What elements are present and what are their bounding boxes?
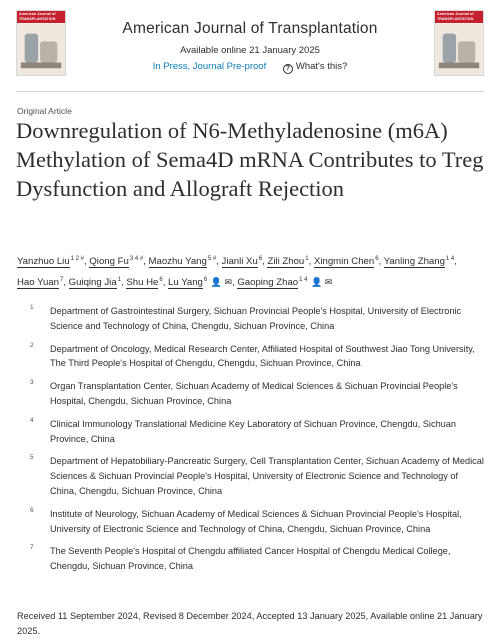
affiliation-text: Clinical Immunology Translational Medicine Key Laboratory of Sichuan Province, Chengdu, Sichuan Province, China bbox=[50, 418, 457, 444]
affiliation-text: Department of Hepatobiliary-Pancreatic Surgery, Cell Transplantation Center, Sichuan Academy of Medical Sciences & Sichuan Provincial People's Hospital, University of Electronic Science and Technology of China, Chengdu, Sichuan Province, China bbox=[50, 456, 484, 496]
author-affiliation-sup: 6 bbox=[375, 256, 379, 262]
author-separator: , bbox=[231, 277, 235, 288]
author[interactable] bbox=[17, 277, 66, 288]
affiliation-item bbox=[30, 304, 485, 334]
author-name[interactable]: Shu He bbox=[126, 277, 159, 288]
author-separator: , bbox=[378, 256, 382, 267]
in-press-link[interactable]: In Press, Journal Pre-proof bbox=[152, 61, 267, 72]
author-affiliation-sup: 1 bbox=[117, 277, 121, 283]
question-icon: ? bbox=[283, 64, 293, 74]
affiliation-number: 7 bbox=[30, 544, 34, 552]
author-affiliation-sup: 1 bbox=[305, 256, 309, 262]
cover-artwork-icon bbox=[435, 23, 483, 76]
author-affiliation-sup: 5 # bbox=[207, 256, 217, 262]
affiliation-number: 3 bbox=[30, 379, 34, 387]
author-name[interactable]: Qiong Fu bbox=[89, 256, 129, 267]
author-affiliation-sup: 6 bbox=[203, 277, 208, 283]
author[interactable] bbox=[149, 256, 219, 267]
author-separator: , bbox=[84, 256, 87, 267]
author-separator: , bbox=[262, 256, 265, 267]
author[interactable] bbox=[89, 256, 146, 267]
available-online-date: Available online 21 January 2025 bbox=[180, 45, 320, 56]
author-name[interactable]: Yanling Zhang bbox=[383, 256, 445, 267]
author-affiliation-sup: 1 4 bbox=[445, 256, 455, 262]
affiliation-list bbox=[30, 304, 485, 582]
author-separator: , bbox=[162, 277, 166, 288]
affiliation-item bbox=[30, 544, 485, 574]
affiliation-number: 5 bbox=[30, 454, 34, 462]
author-separator: , bbox=[121, 277, 124, 288]
article-type: Original Article bbox=[17, 106, 72, 116]
affiliation-item bbox=[30, 379, 485, 409]
author[interactable] bbox=[69, 277, 124, 288]
author-name[interactable]: Yanzhuo Liu bbox=[17, 256, 70, 267]
article-title: Downregulation of N6-Methyladenosine (m6A) Methylation of Sema4D mRNA Contributes to Treg Dysfunction and Allograft Rejection bbox=[16, 118, 484, 201]
affiliation-number: 6 bbox=[30, 506, 34, 514]
author-separator: , bbox=[216, 256, 219, 267]
author[interactable] bbox=[267, 256, 311, 267]
affiliation-text: The Seventh People's Hospital of Chengdu affiliated Cancer Hospital of Chengdu Medical College, Chengdu, Sichuan Province, China bbox=[50, 546, 451, 572]
author-affiliation-sup: 6 bbox=[258, 256, 263, 262]
author-affiliation-sup: 6 bbox=[159, 277, 163, 283]
author-affiliation-sup: 3 4 # bbox=[129, 256, 144, 262]
author[interactable] bbox=[314, 256, 381, 267]
affiliation-number: 1 bbox=[30, 304, 34, 311]
author-name[interactable]: Maozhu Yang bbox=[148, 256, 207, 267]
author-name[interactable]: Zili Zhou bbox=[267, 256, 305, 267]
author-name[interactable]: Lu Yang bbox=[168, 277, 203, 288]
whats-this-link[interactable] bbox=[283, 61, 347, 72]
whats-this-label: What's this? bbox=[295, 61, 348, 72]
journal-title[interactable]: American Journal of Transplantation bbox=[122, 20, 378, 37]
author-affiliation-sup: 1 2 # bbox=[70, 256, 84, 262]
article-history: Received 11 September 2024, Revised 8 December 2024, Accepted 13 January 2025, Available online 21 January 2025. bbox=[17, 611, 483, 636]
corresponding-author-icons[interactable]: 👤 ✉ bbox=[208, 277, 232, 287]
affiliation-text: Department of Gastrointestinal Surgery, Sichuan Provincial People's Hospital, University of Electronic Science and Technology of China, Chengdu, Sichuan Province, China bbox=[50, 306, 462, 331]
journal-header bbox=[0, 0, 500, 92]
author-name[interactable]: Gaoping Zhao bbox=[237, 277, 299, 288]
author-separator: , bbox=[454, 256, 457, 267]
author[interactable] bbox=[384, 256, 457, 267]
affiliation-item bbox=[30, 417, 485, 447]
author-separator: , bbox=[308, 256, 312, 267]
author[interactable] bbox=[126, 277, 165, 288]
cover-journal-name: American Journal of TRANSPLANTATION bbox=[19, 12, 56, 21]
article-status-row bbox=[0, 61, 500, 74]
affiliation-text: Organ Transplantation Center, Sichuan Academy of Medical Sciences & Sichuan Provincial People's Hospital, Chengdu, Sichuan Province, China bbox=[50, 381, 458, 406]
author-name[interactable]: Hao Yuan bbox=[17, 277, 59, 288]
corresponding-author-icons[interactable]: 👤 ✉ bbox=[308, 277, 333, 287]
author[interactable] bbox=[17, 256, 87, 267]
author-separator: , bbox=[63, 277, 66, 288]
author-name[interactable]: Xingmin Chen bbox=[313, 256, 375, 267]
affiliation-item bbox=[30, 507, 485, 537]
author[interactable] bbox=[222, 256, 265, 267]
journal-cover-image[interactable] bbox=[434, 10, 484, 76]
author[interactable] bbox=[168, 277, 235, 288]
affiliation-item bbox=[30, 342, 485, 372]
cover-journal-name-right: American Journal of TRANSPLANTATION bbox=[437, 12, 474, 21]
author[interactable] bbox=[237, 277, 332, 288]
header-divider bbox=[16, 91, 484, 92]
author-name[interactable]: Jianli Xu bbox=[221, 256, 258, 267]
author-affiliation-sup: 1 4 bbox=[299, 277, 308, 283]
affiliation-item bbox=[30, 454, 485, 498]
author-affiliation-sup: 7 bbox=[59, 277, 64, 283]
affiliation-number: 2 bbox=[30, 341, 34, 349]
affiliation-text: Department of Oncology, Medical Research Center, Affiliated Hospital of Southwest Jiao Tong University, The Third People's Hospital of Chengdu, Chengdu, Sichuan Province, China bbox=[50, 343, 475, 369]
affiliation-text: Institute of Neurology, Sichuan Academy of Medical Sciences & Sichuan Provincial People's Hospital, University of Electronic Science and Technology of China, Chengdu, Sichuan Province, China bbox=[50, 508, 462, 534]
affiliation-number: 4 bbox=[30, 416, 34, 424]
author-separator: , bbox=[143, 256, 146, 267]
author-list bbox=[17, 250, 485, 292]
author-name[interactable]: Guiqing Jia bbox=[68, 277, 117, 288]
